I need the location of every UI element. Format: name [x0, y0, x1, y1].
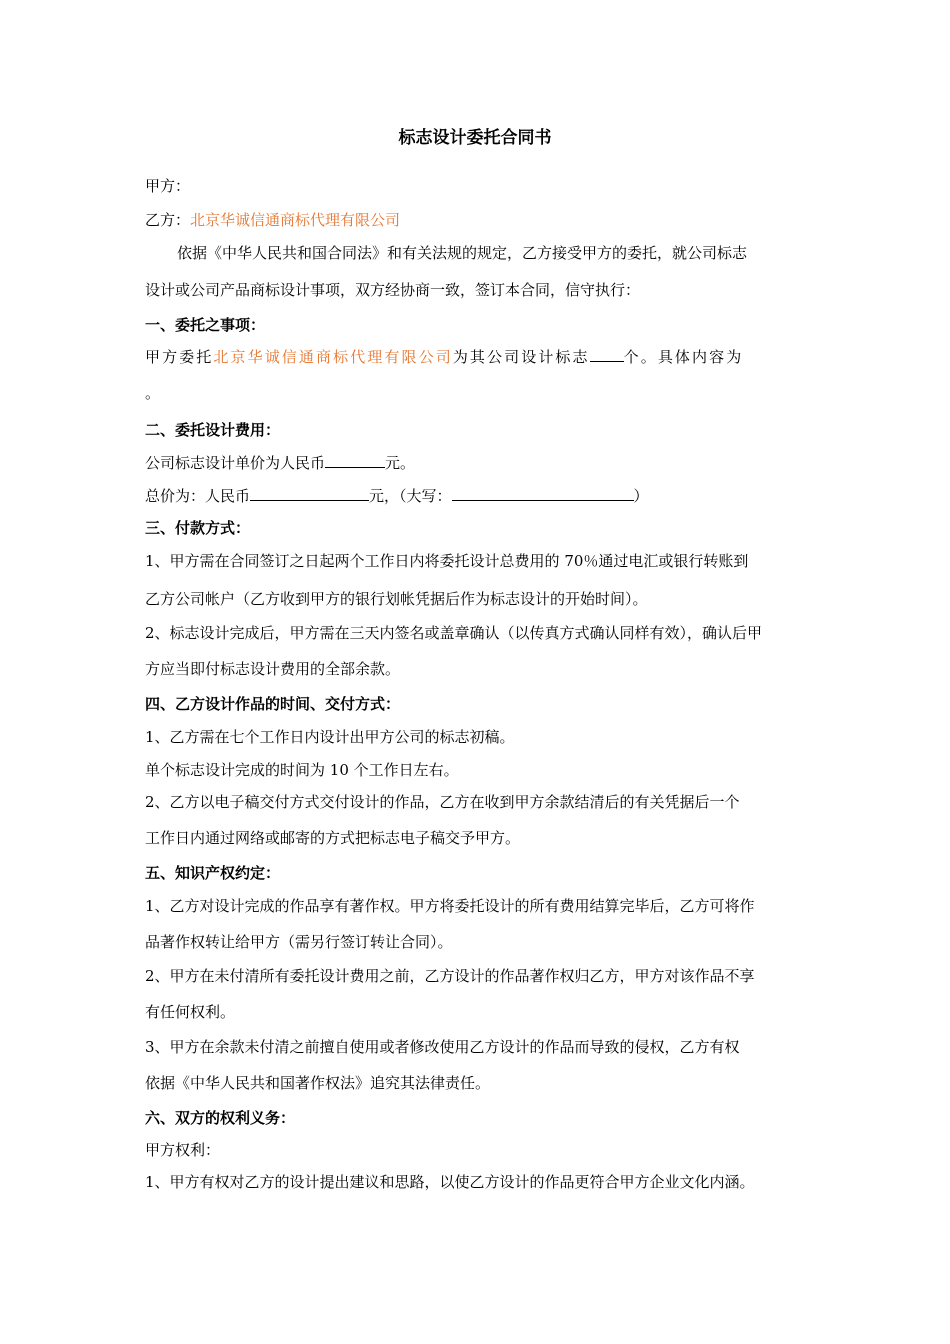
section-4-item-1-note: 单个标志设计完成的时间为 10 个工作日左右。 — [145, 761, 459, 779]
section-1-middle: 为其公司设计标志 — [452, 348, 590, 366]
section-5-item-2-line-2: 有任何权利。 — [145, 1003, 236, 1021]
unit-price-suffix: 元。 — [385, 454, 416, 472]
intro-line-1: 依据《中华人民共和国合同法》和有关法规的规定，乙方接受甲方的委托，就公司标志 — [177, 244, 748, 262]
section-1-line-1 — [145, 347, 743, 367]
section-5-item-1-line-2: 品著作权转让给甲方（需另行签订转让合同）。 — [145, 933, 453, 951]
section-3-item-1-line-1: 1、甲方需在合同签订之日起两个工作日内将委托设计总费用的 70％通过电汇或银行转账到 — [145, 552, 749, 570]
section-5-heading: 五、知识产权约定： — [145, 864, 281, 882]
section-5-item-1-line-1: 1、乙方对设计完成的作品享有著作权。甲方将委托设计的所有费用结算完毕后，乙方可将作 — [145, 897, 755, 915]
total-price-suffix: ） — [633, 487, 649, 505]
party-b-label: 乙方： — [145, 211, 191, 229]
total-price-blank[interactable] — [250, 486, 369, 501]
section-4-item-2-line-1: 2、乙方以电子稿交付方式交付设计的作品，乙方在收到甲方余款结清后的有关凭据后一个 — [145, 793, 740, 811]
section-1-suffix: 个。具体内容为 — [623, 348, 744, 366]
unit-price-line — [145, 453, 415, 473]
section-5-item-3-line-2: 依据《中华人民共和国著作权法》追究其法律责任。 — [145, 1074, 491, 1092]
section-1-company: 北京华诚信通商标代理有限公司 — [213, 348, 453, 366]
section-4-item-2-line-2: 工作日内通过网络或邮寄的方式把标志电子稿交予甲方。 — [145, 829, 521, 847]
party-b-line — [145, 210, 400, 230]
section-3-item-1-line-2: 乙方公司帐户（乙方收到甲方的银行划帐凭据后作为标志设计的开始时间）。 — [145, 590, 648, 608]
section-3-item-2-line-1: 2、标志设计完成后，甲方需在三天内签名或盖章确认（以传真方式确认同样有效），确认后甲 — [145, 624, 763, 642]
section-1-heading: 一、委托之事项： — [145, 316, 266, 334]
section-6-heading: 六、双方的权利义务： — [145, 1109, 296, 1127]
party-a-rights-label: 甲方权利： — [145, 1141, 221, 1159]
section-1-prefix: 甲方委托 — [145, 348, 214, 366]
total-capital-blank[interactable] — [452, 486, 634, 501]
section-5-item-3-line-1: 3、甲方在余款未付清之前擅自使用或者修改使用乙方设计的作品而导致的侵权，乙方有权 — [145, 1038, 740, 1056]
section-4-item-1: 1、乙方需在七个工作日内设计出甲方公司的标志初稿。 — [145, 728, 515, 746]
unit-price-prefix: 公司标志设计单价为人民币 — [145, 454, 326, 472]
section-4-heading: 四、乙方设计作品的时间、交付方式： — [145, 695, 401, 713]
party-a-label: 甲方： — [145, 177, 191, 195]
section-1-line-2: 。 — [145, 384, 161, 402]
section-3-heading: 三、付款方式： — [145, 519, 251, 537]
section-6-item-1: 1、甲方有权对乙方的设计提出建议和思路，以使乙方设计的作品更符合甲方企业文化内涵。 — [145, 1173, 755, 1191]
party-a-line — [145, 176, 190, 196]
intro-line-2: 设计或公司产品商标设计事项，双方经协商一致，签订本合同，信守执行： — [145, 281, 641, 299]
section-3-item-2-line-2: 方应当即付标志设计费用的全部余款。 — [145, 660, 401, 678]
unit-price-blank[interactable] — [325, 453, 385, 468]
logo-count-blank[interactable] — [590, 347, 624, 362]
document-title: 标志设计委托合同书 — [398, 128, 552, 148]
total-price-prefix: 总价为：人民币 — [145, 487, 251, 505]
total-price-line — [145, 486, 649, 506]
total-price-middle: 元，（大写： — [369, 487, 452, 505]
section-2-heading: 二、委托设计费用： — [145, 421, 281, 439]
party-b-name: 北京华诚信通商标代理有限公司 — [190, 211, 401, 229]
section-5-item-2-line-1: 2、甲方在未付清所有委托设计费用之前，乙方设计的作品著作权归乙方，甲方对该作品不享 — [145, 967, 755, 985]
